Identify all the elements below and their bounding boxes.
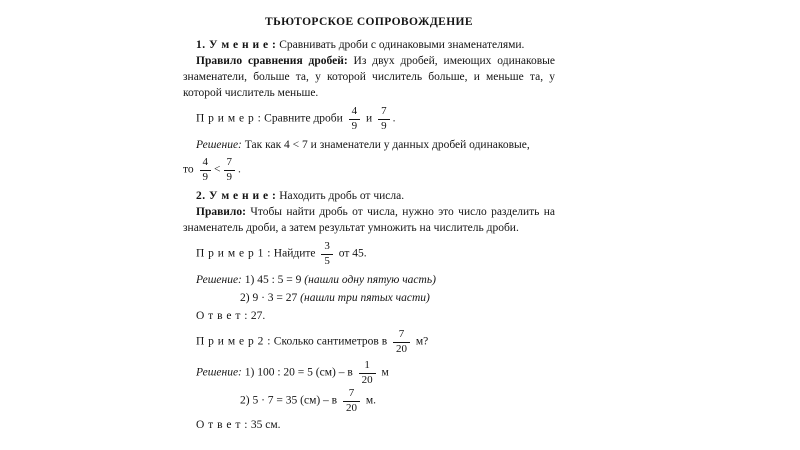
solution-1-line	[183, 137, 555, 153]
fraction-numerator: 7	[348, 387, 355, 400]
fraction	[349, 106, 361, 132]
solution-2-step-1-text: 1) 45 : 5 = 9	[244, 274, 302, 287]
example-2-label: П р и м е р 1 :	[196, 247, 271, 260]
fraction-denominator: 9	[349, 119, 361, 133]
solution-3-step-2-text: 2) 5 · 7 = 35 (см) – в	[240, 395, 338, 408]
example-2-line	[183, 241, 555, 267]
solution-3-step-1-tail: м	[381, 367, 389, 380]
fraction	[393, 329, 410, 355]
fraction	[359, 360, 376, 386]
example-3-label: П р и м е р 2 :	[196, 335, 271, 348]
rule-2-label: Правило:	[196, 206, 246, 219]
solution-1-conclusion	[183, 157, 555, 183]
fraction-denominator: 9	[378, 119, 390, 133]
fraction	[343, 388, 360, 414]
fraction	[200, 157, 212, 183]
fraction-numerator: 3	[324, 240, 330, 253]
answer-1-label: О т в е т :	[196, 310, 248, 323]
skill-1-line	[183, 37, 555, 53]
fraction-denominator: 20	[343, 401, 360, 415]
fraction-denominator: 20	[359, 373, 376, 387]
fraction-numerator: 4	[202, 156, 208, 169]
fraction-numerator: 7	[226, 156, 232, 169]
rule-1-text: Из двух дробей, имеющих одинаковые знаменатели, больше та, у которой числитель больше, и меньше та, у которой числитель меньше.	[183, 55, 555, 99]
solution-1-label: Решение:	[196, 139, 242, 152]
answer-2-value: 35 см.	[250, 418, 281, 431]
fraction-numerator: 7	[381, 105, 387, 117]
solution-3-label: Решение:	[196, 367, 242, 380]
skill-2-text: Находить дробь от числа.	[279, 190, 405, 203]
answer-2-label: О т в е т :	[196, 418, 248, 431]
solution-3-step-2-tail: м.	[365, 395, 377, 408]
fraction-numerator: 4	[351, 105, 358, 117]
fraction-denominator: 5	[321, 254, 333, 268]
solution-2-step-2	[183, 290, 555, 306]
rule-2-paragraph	[183, 204, 555, 236]
conclusion-period: .	[238, 163, 241, 176]
conclusion-prefix: то	[183, 163, 194, 176]
solution-2-label: Решение:	[196, 274, 242, 287]
skill-1-text: Сравнивать дроби с одинаковыми знаменателями.	[279, 39, 525, 51]
example-1-text: Сравните дроби	[264, 112, 343, 125]
skill-1-label: 1. У м е н и е :	[196, 39, 277, 51]
rule-2-text: Чтобы найти дробь от числа, нужно это число разделить на знаменатель дроби, а затем результат умножить на числитель дроби.	[183, 206, 556, 235]
document-page	[183, 14, 555, 435]
rule-1-label: Правило сравнения дробей:	[196, 55, 348, 67]
fraction	[224, 157, 236, 183]
example-3-line	[183, 329, 555, 355]
answer-2-line	[183, 417, 555, 433]
example-3-tail: м?	[415, 335, 429, 348]
solution-2-note-1: (нашли одну пятую часть)	[304, 274, 436, 287]
solution-2-step-2-text: 2) 9 · 3 = 27	[240, 292, 298, 305]
solution-2-step-1	[183, 272, 555, 288]
example-1-line	[183, 106, 555, 132]
solution-3-step-2	[183, 388, 555, 414]
example-1-period: .	[392, 112, 396, 125]
comparison-operator: <	[214, 163, 221, 176]
answer-1-value: 27.	[250, 310, 266, 323]
solution-1-text: Так как 4 < 7 и знаменатели у данных дробей одинаковые,	[244, 139, 530, 152]
example-1-conjunction: и	[366, 112, 373, 125]
fraction-numerator: 1	[364, 359, 370, 372]
example-2-tail: от 45.	[338, 247, 367, 260]
skill-2-line	[183, 188, 555, 204]
rule-1-paragraph	[183, 53, 555, 101]
example-3-text: Сколько сантиметров в	[273, 335, 388, 348]
example-1-label: П р и м е р :	[196, 112, 262, 125]
fraction	[378, 106, 390, 132]
fraction-denominator: 9	[200, 170, 212, 184]
answer-1-line	[183, 308, 555, 324]
example-2-text: Найдите	[273, 247, 316, 260]
fraction-denominator: 20	[393, 342, 410, 356]
page-title: ТЬЮТОРСКОЕ СОПРОВОЖДЕНИЕ	[265, 16, 473, 28]
fraction-numerator: 7	[398, 328, 405, 341]
fraction-denominator: 9	[224, 170, 236, 184]
fraction	[321, 241, 333, 267]
solution-2-note-2: (нашли три пятых части)	[300, 292, 430, 305]
skill-2-label: 2. У м е н и е :	[196, 190, 277, 203]
solution-3-step-1	[183, 360, 555, 386]
solution-3-step-1-text: 1) 100 : 20 = 5 (см) – в	[244, 367, 353, 380]
